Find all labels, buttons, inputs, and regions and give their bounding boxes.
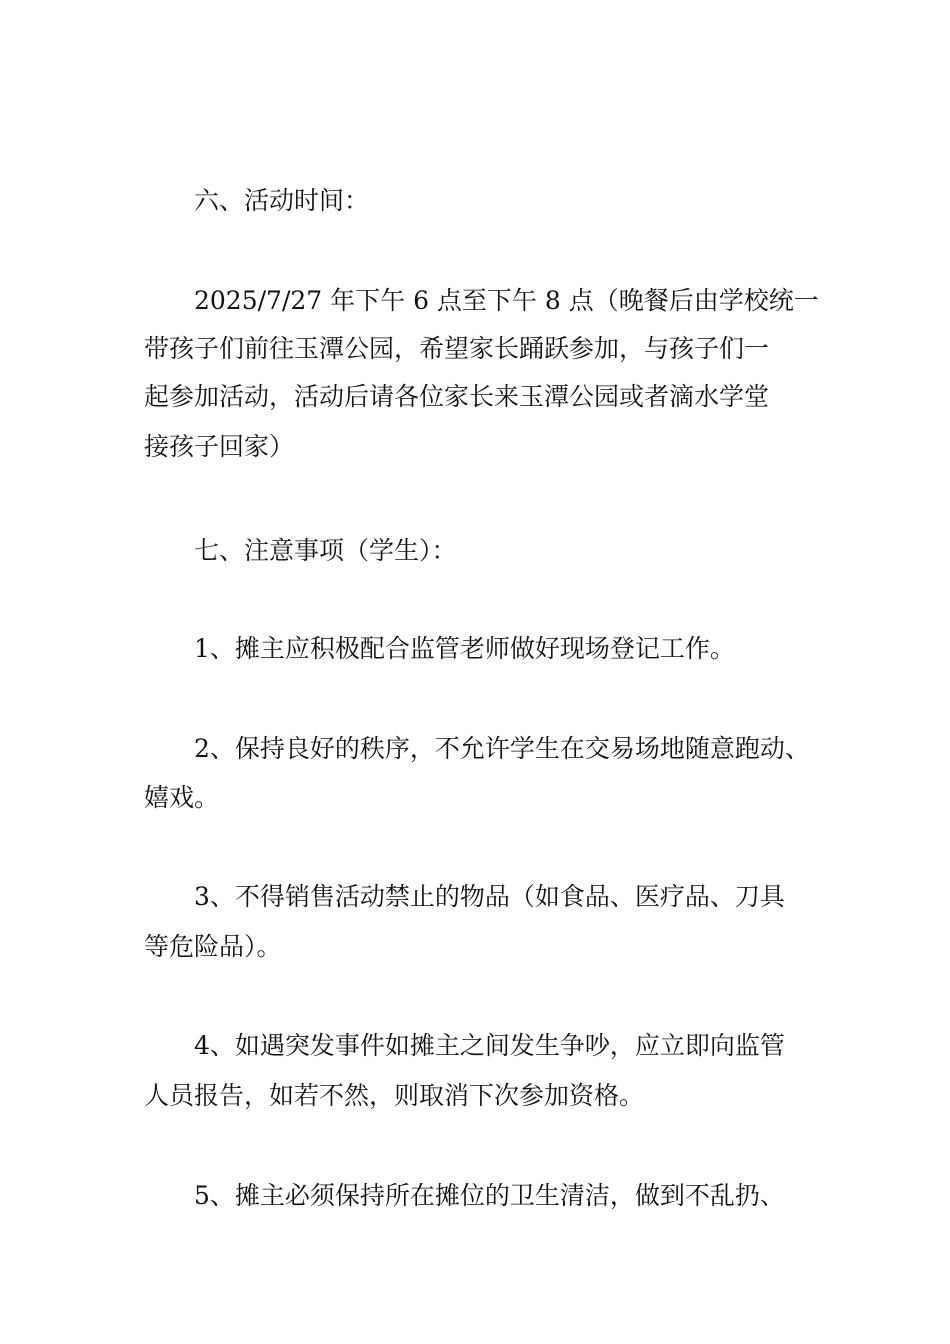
list-item-continuation: 嬉戏。 [144,783,220,812]
list-item-continuation: 等危险品）。 [144,932,282,961]
list-item: 5、摊主必须保持所在摊位的卫生清洁，做到不乱扔、 [194,1181,785,1210]
section-heading-notes: 七、注意事项（学生）： [194,536,457,565]
paragraph-line: 起参加活动，活动后请各位家长来玉潭公园或者滴水学堂 [144,382,770,411]
paragraph-line: 2025/7/27 年下午 6 点至下午 8 点（晚餐后由学校统一 [194,286,819,315]
paragraph-line: 接孩子回家） [144,432,295,461]
paragraph-line: 带孩子们前往玉潭公园，希望家长踊跃参加，与孩子们一 [144,334,770,363]
list-item: 2、保持良好的秩序，不允许学生在交易场地随意跑动、 [194,734,810,763]
list-item-continuation: 人员报告，如若不然，则取消下次参加资格。 [144,1081,645,1110]
section-heading-time: 六、活动时间： [194,186,370,215]
list-item: 3、不得销售活动禁止的物品（如食品、医疗品、刀具 [194,882,785,911]
list-item: 1、摊主应积极配合监管老师做好现场登记工作。 [194,634,735,663]
list-item: 4、如遇突发事件如摊主之间发生争吵，应立即向监管 [194,1031,785,1060]
